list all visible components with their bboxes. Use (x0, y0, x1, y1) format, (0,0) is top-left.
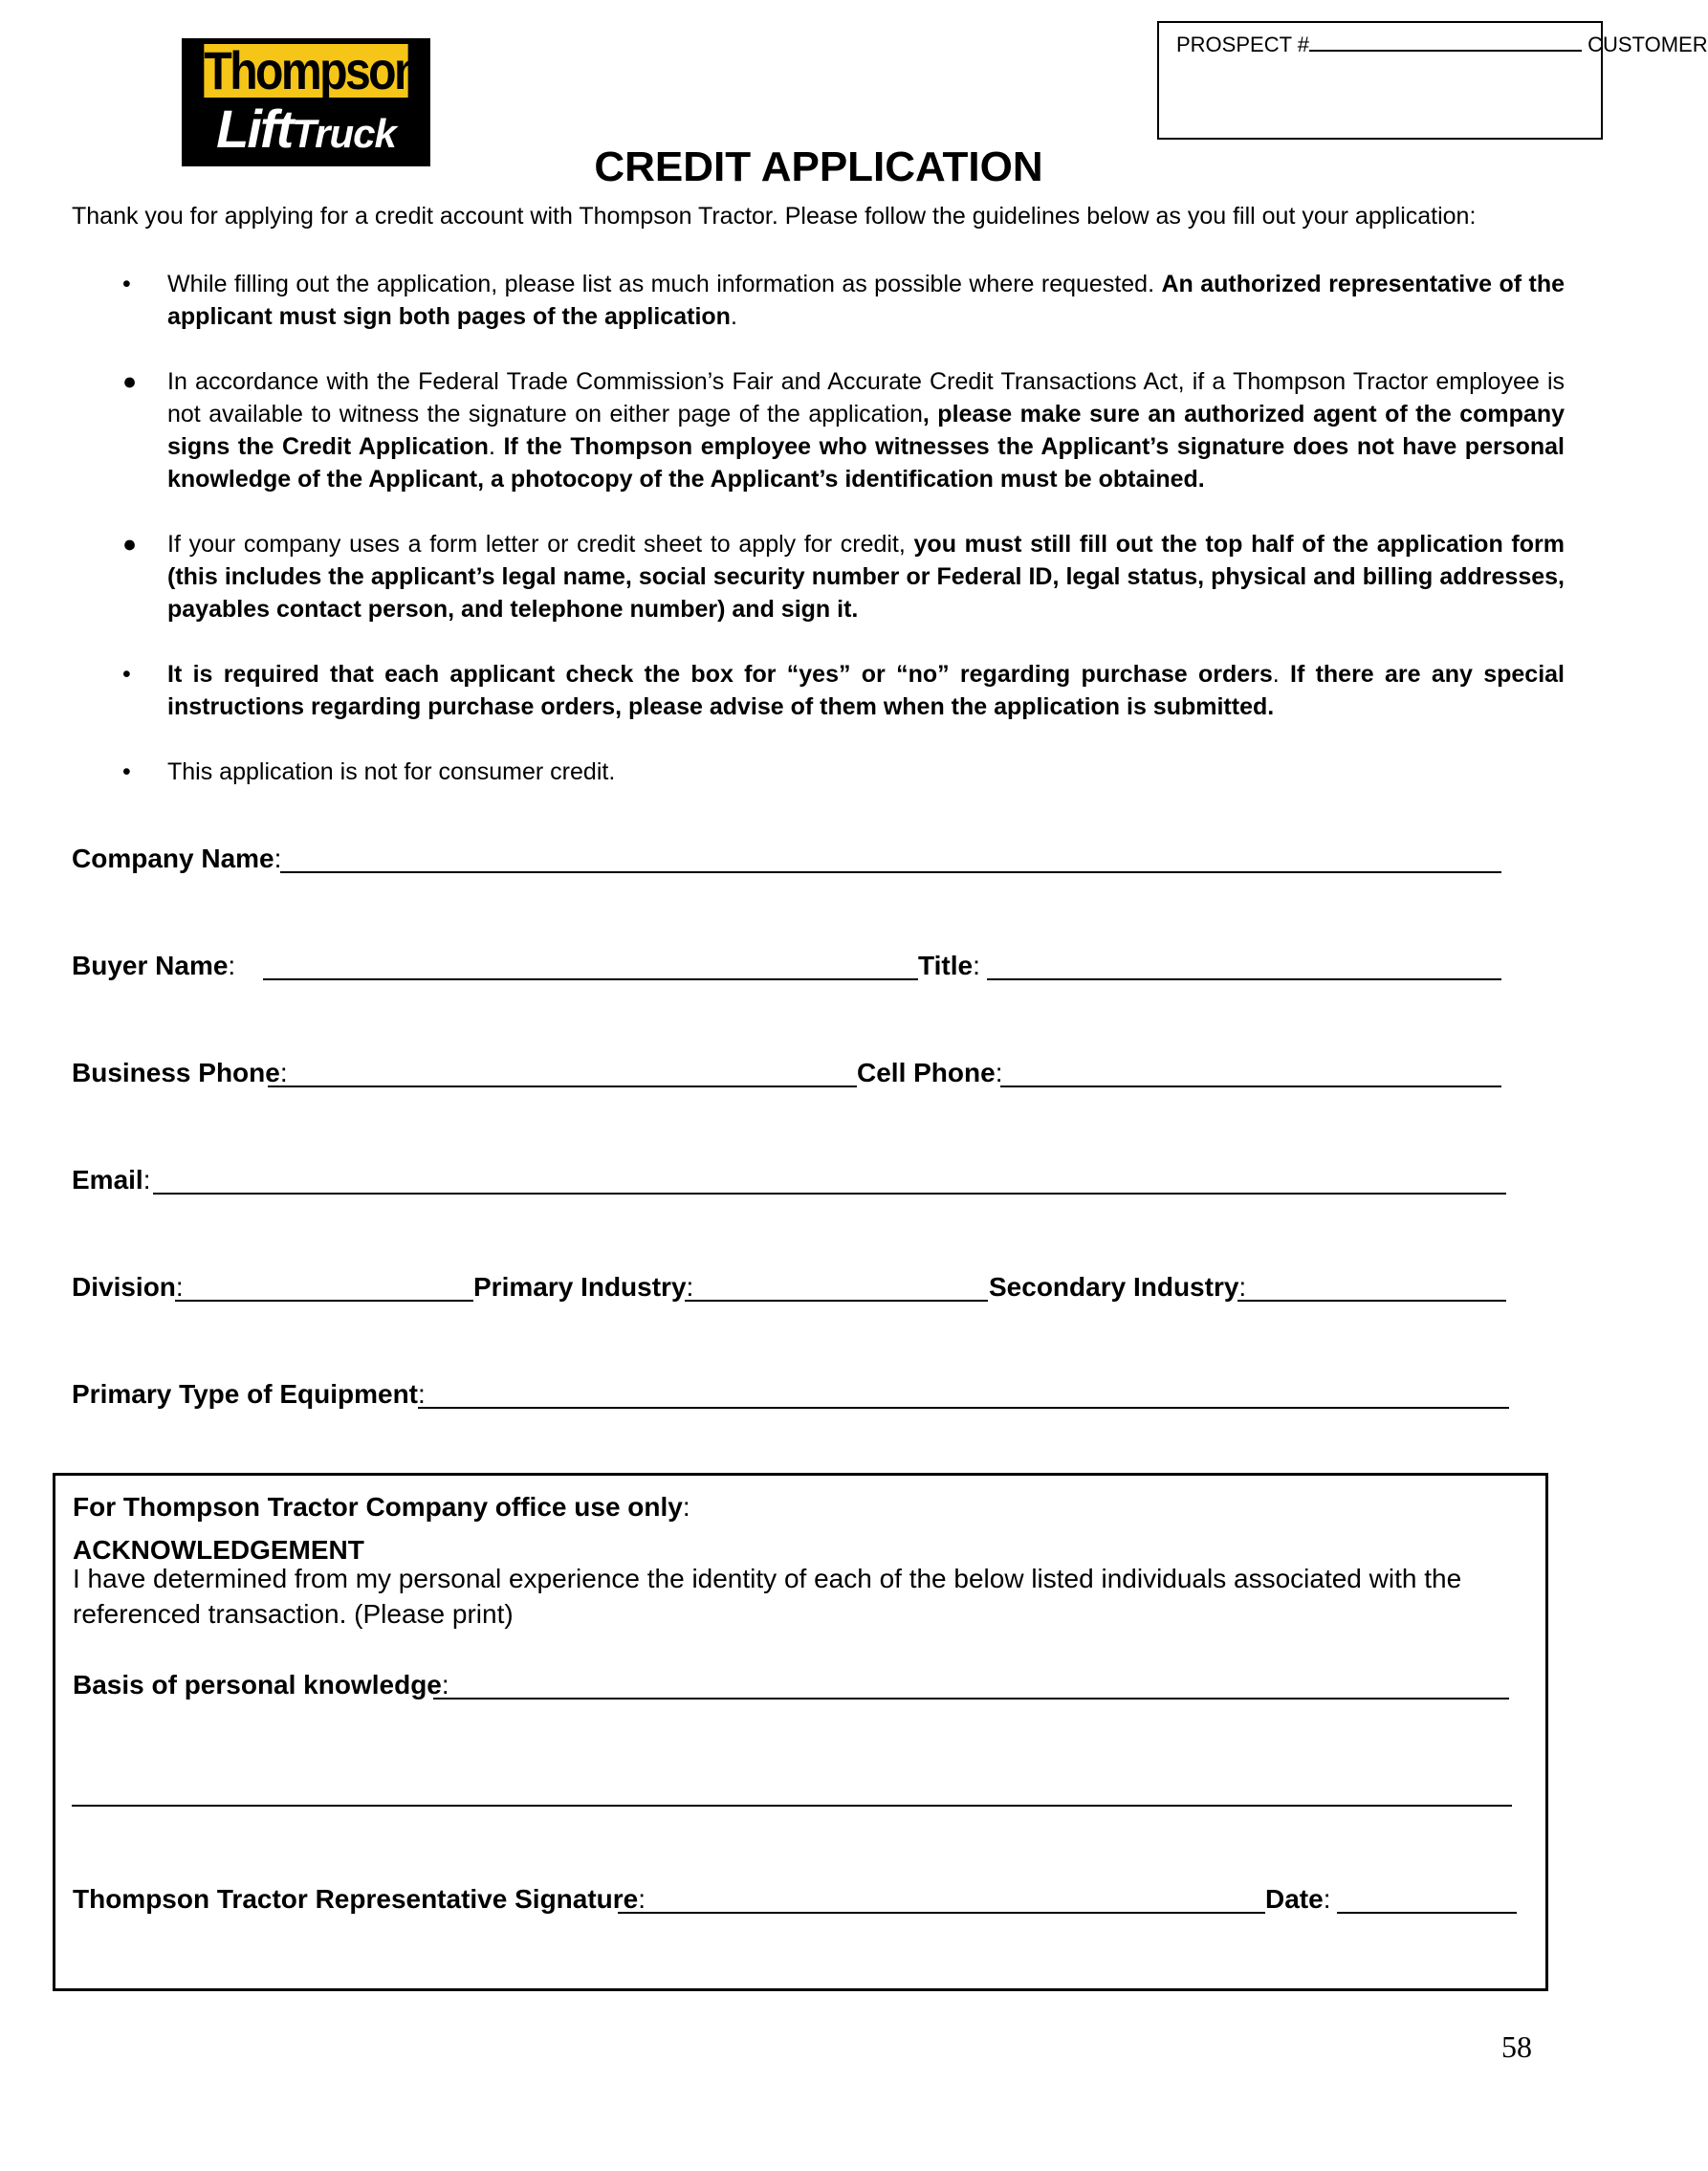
signature-field[interactable] (618, 1912, 1265, 1914)
primary-industry-field[interactable] (685, 1300, 988, 1302)
cell-phone-label: Cell Phone: (857, 1058, 1003, 1087)
company-name-label: Company Name: (72, 844, 282, 873)
company-name-field[interactable] (280, 871, 1501, 873)
basis-label: Basis of personal knowledge: (73, 1670, 449, 1700)
buyer-name-field[interactable] (263, 978, 918, 980)
bullet-icon: • (122, 661, 131, 688)
guideline-text: In accordance with the Federal Trade Commission’s Fair and Accurate Credit Transactions Act, if a Thompson Tractor employee is not available to witness the signature on either page of the application (167, 368, 1565, 428)
list-item (115, 365, 1565, 495)
guideline-text: If your company uses a form letter or credit sheet to apply for credit, (167, 531, 914, 558)
title-field[interactable] (987, 978, 1501, 980)
bullet-icon: • (122, 758, 131, 785)
business-phone-label: Business Phone: (72, 1058, 288, 1087)
cell-phone-field[interactable] (1000, 1086, 1501, 1087)
prospect-number-box (1157, 21, 1708, 140)
date-label: Date: (1265, 1884, 1331, 1914)
prospect-label: PROSPECT # (1176, 33, 1309, 56)
bullet-icon: • (122, 271, 131, 297)
email-field[interactable] (153, 1193, 1506, 1195)
guideline-bold-text: you must still fill out the top half of the application form (this includes the applicant’s legal name, social security number or Federal ID, legal status, physical and billing addresses, payables contact person, and telephone number) and sign it. (167, 531, 1565, 623)
guideline-bold-text: If the Thompson employee who witnesses the Applicant’s signature does not have personal knowledge of the Applicant, a photocopy of the Applicant’s identification must be obtained. (167, 433, 1566, 493)
business-phone-field[interactable] (268, 1086, 857, 1087)
guideline-bold-text: If there are any special instructions regarding purchase orders, please advise of them when the application is submitted. (167, 661, 1565, 720)
list-item (115, 268, 1565, 333)
guideline-bold-text: It is required that each applicant check the box for “yes” or “no” regarding purchase orders (167, 661, 1273, 688)
office-use-heading: For Thompson Tractor Company office use only: (73, 1492, 690, 1522)
basis-field-line2[interactable] (72, 1805, 1512, 1807)
list-item (115, 756, 1565, 788)
acknowledgement-text-line1: I have determined from my personal experience the identity of each of the below listed individuals associated with the (73, 1564, 1462, 1593)
buyer-name-label: Buyer Name: (72, 951, 236, 980)
bullet-icon: ● (122, 531, 138, 558)
bullet-icon: ● (122, 368, 138, 395)
customer-label: CUSTOMER (1588, 33, 1708, 56)
list-item (115, 658, 1565, 723)
acknowledgement-heading: ACKNOWLEDGEMENT (73, 1535, 364, 1565)
primary-equipment-label: Primary Type of Equipment: (72, 1379, 426, 1409)
page-title: CREDIT APPLICATION (594, 143, 1043, 190)
guideline-text: . (1272, 661, 1291, 688)
guideline-bold-text: , please make sure an authorized agent of the company signs the Credit Application (167, 401, 1565, 460)
secondary-industry-field[interactable] (1237, 1300, 1506, 1302)
basis-field[interactable] (433, 1698, 1509, 1700)
signature-label: Thompson Tractor Representative Signature: (73, 1884, 646, 1914)
guideline-text: While filling out the application, please list as much information as possible where requested. (167, 271, 1162, 297)
guideline-text: . (730, 303, 737, 330)
date-field[interactable] (1337, 1912, 1517, 1914)
logo-truck: Truck (292, 111, 396, 156)
primary-equipment-field[interactable] (418, 1407, 1509, 1409)
guidelines-list (115, 268, 1565, 821)
acknowledgement-text-line2: referenced transaction. (Please print) (73, 1599, 514, 1629)
secondary-industry-label: Secondary Industry: (989, 1272, 1247, 1302)
division-field[interactable] (175, 1300, 473, 1302)
primary-industry-label: Primary Industry: (473, 1272, 694, 1302)
guideline-bold-text: An authorized representative of the applicant must sign both pages of the application (167, 271, 1565, 330)
guideline-text: This application is not for consumer credit. (167, 758, 616, 785)
list-item (115, 528, 1565, 625)
prospect-number-field[interactable] (1309, 33, 1582, 52)
logo-lift: Lift (216, 99, 293, 159)
intro-text: Thank you for applying for a credit account with Thompson Tractor. Please follow the guidelines below as you fill out your application: (72, 203, 1477, 230)
title-label: Title: (918, 951, 980, 980)
logo-thompson-text: Thompson (204, 40, 420, 100)
page-number: 58 (1501, 2029, 1532, 2064)
division-label: Division: (72, 1272, 184, 1302)
guideline-text: . (488, 433, 504, 460)
email-label: Email: (72, 1165, 151, 1195)
prospect-line (1176, 33, 1708, 57)
